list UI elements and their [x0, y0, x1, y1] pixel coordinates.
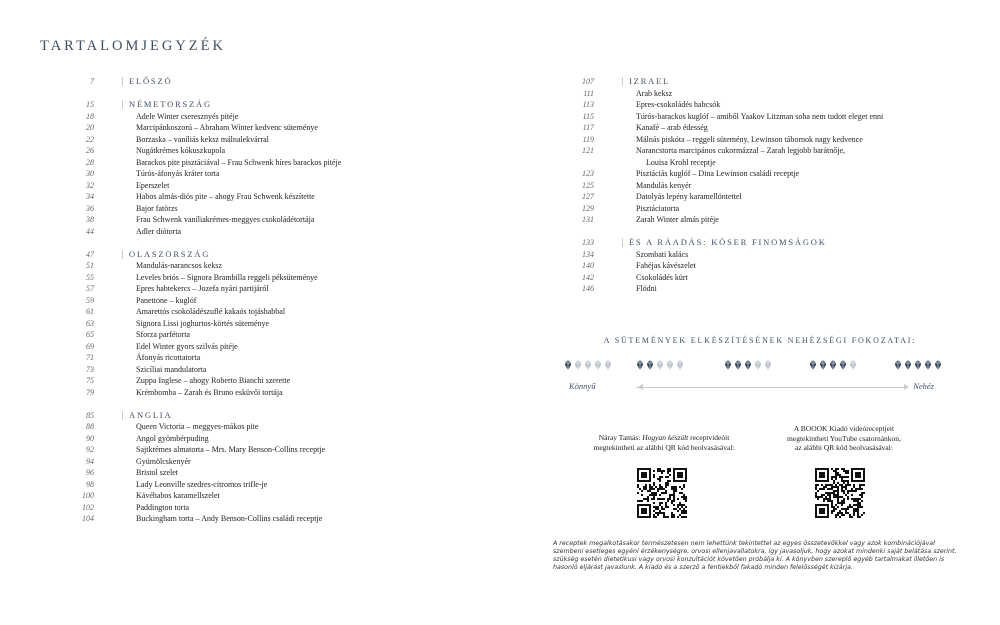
toc-entry: [560, 180, 960, 192]
qr-caption-line1-italic: Hogyan készült: [642, 433, 689, 442]
recipe-title: Narancstorta marcipános cukormázzal – Zarah legjobb barátnője,: [636, 146, 846, 155]
page-number: 92: [86, 445, 94, 454]
recipe-title: Krémbomba – Zarah és Bruno esküvői tortája: [136, 387, 283, 397]
toc-entry: [60, 444, 460, 456]
toc-entry: [60, 318, 460, 330]
disclaimer: A receptek megalkotásakor természetesen nem lehettünk tekintettel az egyes összetevőkkel vagy azok kombinációjával szembeni esetleges egyéni érzékenységre, orvosi ellenjavallatokra, így javasoljuk, hogy azokat mindenki saját belátása szerint, szükség esetén dietetikusi vagy orvosi konzultációt követően próbálja ki. A könyvben szereplő egyéb tartalmakat illetően is hasonló eljárást javaslunk. A kiadó és a szerző a fentiekből fakadó minden felelősségét kizárja.: [553, 540, 957, 571]
page-number: 7: [90, 77, 94, 86]
toc-entry: [560, 134, 960, 146]
toc-entry: [60, 260, 460, 272]
recipe-title: Arab keksz: [636, 88, 673, 98]
page-number: 119: [582, 134, 594, 144]
gem-icon: [744, 360, 752, 371]
recipe-title: Epres-csokoládés habcsók: [636, 100, 721, 109]
recipe-title: Szombati kalács: [636, 249, 689, 259]
page-number: 104: [82, 514, 94, 523]
toc-entry: [560, 249, 960, 261]
gem-icon: [604, 360, 612, 371]
recipe-title: Sajtkrémes almatorta – Mrs. Mary Benson-Collins receptje: [136, 445, 326, 454]
page-number: 69: [86, 341, 94, 351]
toc-entry: [60, 467, 460, 479]
gem-icon: [656, 360, 664, 371]
page-number: 142: [582, 272, 594, 282]
page-number: 133: [582, 238, 594, 247]
gem-icon: [646, 360, 654, 371]
qr-caption-boook: [754, 424, 934, 453]
difficulty-labels: [564, 381, 964, 395]
toc-entry: [60, 295, 460, 307]
page-number: 113: [582, 100, 594, 109]
page-number: 47: [86, 249, 94, 259]
recipe-title: Mandulás kenyér: [636, 180, 692, 190]
gem-icon: [924, 360, 932, 371]
toc-entry: [560, 157, 960, 169]
page-number: 127: [582, 192, 594, 201]
toc-left-column: [60, 76, 460, 525]
page-number: 111: [583, 88, 594, 98]
gem-icon: [574, 360, 582, 371]
gem-icon: [734, 360, 742, 371]
difficulty-scale: [564, 360, 964, 376]
page-number: 96: [86, 468, 94, 477]
section-title: ANGLIA: [122, 411, 172, 420]
toc-section: [60, 76, 460, 88]
toc-entry: [60, 341, 460, 353]
gem-icon: [754, 360, 762, 371]
recipe-title: Buckingham torta – Andy Benson-Collins családi receptje: [136, 514, 323, 523]
toc-entry: [60, 421, 460, 433]
recipe-title: Pisztáciatorta: [636, 203, 680, 213]
gem-icon: [724, 360, 732, 371]
gem-icon: [819, 360, 827, 371]
toc-entry: [560, 145, 960, 157]
page-number: 125: [582, 180, 594, 190]
qr-code-boook[interactable]: [815, 465, 865, 521]
hard-label: Nehéz: [913, 381, 934, 391]
recipe-title: Kanafé – arab édesség: [636, 123, 708, 132]
page-number: 102: [82, 502, 94, 512]
recipe-title: Flódni: [636, 284, 657, 293]
toc-entry: [560, 99, 960, 111]
toc-entry: [560, 168, 960, 180]
toc-entry: [60, 329, 460, 341]
toc-entry: [560, 203, 960, 215]
toc-entry: [60, 157, 460, 169]
gem-icon: [894, 360, 902, 371]
page-number: 59: [86, 295, 94, 305]
toc-entry: [60, 134, 460, 146]
recipe-title: Adler diótorta: [136, 226, 182, 236]
recipe-title: Barackos pite pisztáciával – Frau Schwenk híres barackos pitéje: [136, 157, 342, 167]
recipe-title: Habos almás-diós pite – ahogy Frau Schwenk készítette: [136, 192, 315, 201]
recipe-title: Bristol szelet: [136, 468, 178, 477]
qr-caption-line1-prefix: Náray Tamás:: [598, 433, 643, 442]
recipe-title: Angol gyömbérpuding: [136, 433, 209, 443]
section-title: IZRAEL: [622, 77, 670, 86]
gem-icon: [809, 360, 817, 371]
recipe-title: Mandulás-narancsos keksz: [136, 261, 222, 270]
difficulty-level-4: [809, 360, 857, 371]
page-number: 123: [582, 169, 594, 178]
qr-caption-line2: megtekintheti az alábbi QR kód beolvasásával:: [593, 442, 735, 452]
recipe-title: Lady Leonville szedres-citromos trifle-je: [136, 479, 268, 489]
toc-entry: [60, 479, 460, 491]
recipe-title: Zuppa Inglese – ahogy Roberto Bianchi szerette: [136, 376, 291, 385]
page-number: 61: [86, 307, 94, 316]
gem-icon: [594, 360, 602, 371]
gem-icon: [829, 360, 837, 371]
page-number: 88: [86, 422, 94, 431]
recipe-title: Fahéjas kávészelet: [636, 261, 696, 270]
page-number: 121: [582, 146, 594, 155]
toc-entry: [60, 283, 460, 295]
recipe-title: Áfonyás ricottatorta: [136, 353, 201, 362]
recipe-title: Signora Lissi joghurtos-körtés süteménye: [136, 318, 270, 328]
recipe-title: Bajor fatörzs: [136, 203, 178, 213]
recipe-title: Zarah Winter almás pitéje: [636, 215, 719, 224]
page-number: 57: [86, 284, 94, 293]
qr-caption-line3: az alábbi QR kód beolvasásával:: [795, 443, 893, 452]
page-title: TARTALOMJEGYZÉK: [40, 38, 226, 54]
recipe-title: Paddington torta: [136, 502, 190, 512]
page-number: 146: [582, 284, 594, 293]
recipe-title: Nugátkrémes kókuszkupola: [136, 146, 226, 155]
page-number: 73: [86, 364, 94, 374]
recipe-title: Epres habtekercs – Jozefa nyári partijáról: [136, 284, 269, 293]
difficulty-level-2: [636, 360, 684, 371]
toc-entry: [60, 387, 460, 399]
toc-entry: [60, 502, 460, 514]
toc-section: [560, 237, 960, 249]
toc-section: [60, 99, 460, 111]
gem-icon: [914, 360, 922, 371]
gem-icon: [564, 360, 572, 371]
gem-icon: [839, 360, 847, 371]
recipe-title: Louisa Krohl receptje: [646, 157, 716, 167]
recipe-title: Panettone – kuglóf: [136, 295, 197, 305]
easy-label: Könnyű: [569, 381, 596, 391]
gem-icon: [934, 360, 942, 371]
recipe-title: Frau Schwenk vaníliakrémes-meggyes csokoládétortája: [136, 215, 315, 224]
page-number: 51: [86, 261, 94, 270]
gem-icon: [676, 360, 684, 371]
recipe-title: Adele Winter cseresznyés pitéje: [136, 111, 239, 121]
gem-icon: [666, 360, 674, 371]
recipe-title: Marcipánkoszorú – Abraham Winter kedvenc süteménye: [136, 123, 318, 132]
page-number: 85: [86, 410, 94, 420]
page-number: 117: [582, 123, 594, 132]
difficulty-level-1: [564, 360, 612, 371]
toc-entry: [560, 283, 960, 295]
page-number: [560, 157, 600, 169]
difficulty-arrow: [636, 387, 906, 388]
toc-entry: [60, 180, 460, 192]
page-number: 134: [582, 249, 594, 259]
toc-entry: [60, 203, 460, 215]
toc-entry: [60, 513, 460, 525]
recipe-title: Leveles briós – Signora Brambilla reggeli péksüteménye: [136, 272, 318, 282]
page-number: 38: [86, 215, 94, 224]
page-number: 75: [86, 376, 94, 385]
toc-entry: [60, 145, 460, 157]
recipe-title: Borzaska – vaníliás keksz málnalekvárral: [136, 134, 269, 144]
recipe-title: Túrós-barackos kuglóf – amiből Yaakov Litzman soha nem tudott eleget enni: [636, 111, 884, 121]
page-number: 44: [86, 226, 94, 236]
page-number: 129: [582, 203, 594, 213]
page-number: 28: [86, 157, 94, 167]
difficulty-level-5: [894, 360, 942, 371]
page-number: 100: [82, 491, 94, 500]
toc-entry: [60, 191, 460, 203]
toc-section: [60, 410, 460, 422]
toc-entry: [60, 375, 460, 387]
section-title: ÉS A RÁADÁS: KÓSER FINOMSÁGOK: [622, 238, 827, 247]
page-number: 65: [86, 330, 94, 339]
toc-entry: [60, 168, 460, 180]
toc-entry: [60, 433, 460, 445]
gem-icon: [764, 360, 772, 371]
section-title: ELŐSZÓ: [122, 77, 172, 86]
section-title: OLASZORSZÁG: [122, 250, 210, 259]
page-number: 32: [86, 180, 94, 190]
gem-icon: [584, 360, 592, 371]
page-number: 63: [86, 318, 94, 328]
qr-caption-line1: A BOOOK Kiadó videóreceptjeit: [793, 424, 895, 433]
recipe-title: Túrós-áfonyás kráter torta: [136, 169, 220, 178]
toc-entry: [60, 111, 460, 123]
toc-entry: [560, 88, 960, 100]
recipe-title: Pisztáciás kuglóf – Dina Lewinson családi receptje: [636, 169, 800, 178]
gem-icon: [904, 360, 912, 371]
page-number: 94: [86, 456, 94, 466]
recipe-title: Gyümölcskenyér: [136, 456, 191, 466]
toc-section: [60, 249, 460, 261]
toc-entry: [60, 214, 460, 226]
recipe-title: Amarettós csokoládészuflé kakaós tojáshabbal: [136, 307, 286, 316]
recipe-title: Kávéhabos karamellszelet: [136, 491, 220, 500]
qr-caption-line2: megtekintheti YouTube csatornánkon,: [787, 433, 901, 443]
page-number: 55: [86, 272, 94, 282]
difficulty-level-3: [724, 360, 772, 371]
toc-entry: [60, 226, 460, 238]
recipe-title: Datolyás lepény karamellöntettel: [636, 192, 742, 201]
recipe-title: Szicíliai mandulatorta: [136, 364, 207, 374]
qr-caption-line1-suffix: receptvideóit: [688, 433, 730, 442]
page-number: 90: [86, 433, 94, 443]
toc-entry: [60, 352, 460, 364]
page-number: 115: [582, 111, 594, 121]
page-number: 107: [582, 77, 594, 86]
page-number: 30: [86, 169, 94, 178]
recipe-title: Eperszelet: [136, 180, 170, 190]
recipe-title: Csokoládés kürt: [636, 272, 688, 282]
page-number: 71: [86, 353, 94, 362]
toc-entry: [60, 364, 460, 376]
recipe-title: Edel Winter gyors szilvás pitéje: [136, 341, 238, 351]
toc-right-column: [560, 76, 960, 295]
page-number: 36: [86, 203, 94, 213]
toc-entry: [60, 490, 460, 502]
recipe-title: Queen Victoria – meggyes-mákos pite: [136, 422, 259, 431]
toc-entry: [60, 272, 460, 284]
difficulty-title: A SÜTEMÉNYEK ELKÉSZÍTÉSÉNEK NEHÉZSÉGI FOKOZATAI:: [603, 336, 917, 345]
page-number: 79: [86, 387, 94, 397]
page-number: 20: [86, 123, 94, 132]
page-number: 22: [86, 134, 94, 144]
toc-entry: [60, 456, 460, 468]
recipe-title: Málnás piskóta – reggeli sütemény, Lewinson tábornok nagy kedvence: [636, 134, 863, 144]
section-title: NÉMETORSZÁG: [122, 100, 212, 109]
gem-icon: [636, 360, 644, 371]
gem-icon: [849, 360, 857, 371]
page-number: 18: [86, 111, 94, 121]
toc-entry: [560, 111, 960, 123]
page-number: 34: [86, 192, 94, 201]
recipe-title: Sforza parfétorta: [136, 330, 190, 339]
toc-entry: [560, 122, 960, 134]
page-number: 15: [86, 100, 94, 109]
toc-entry: [560, 191, 960, 203]
toc-entry: [60, 306, 460, 318]
toc-entry: [560, 272, 960, 284]
page-number: 26: [86, 146, 94, 155]
toc-entry: [60, 122, 460, 134]
toc-entry: [560, 214, 960, 226]
page-number: 98: [86, 479, 94, 489]
qr-code-naray[interactable]: [637, 465, 687, 521]
toc-section: [560, 76, 960, 88]
page-number: 140: [582, 261, 594, 270]
toc-entry: [560, 260, 960, 272]
page-number: 131: [582, 215, 594, 224]
qr-caption-naray: [574, 433, 754, 452]
